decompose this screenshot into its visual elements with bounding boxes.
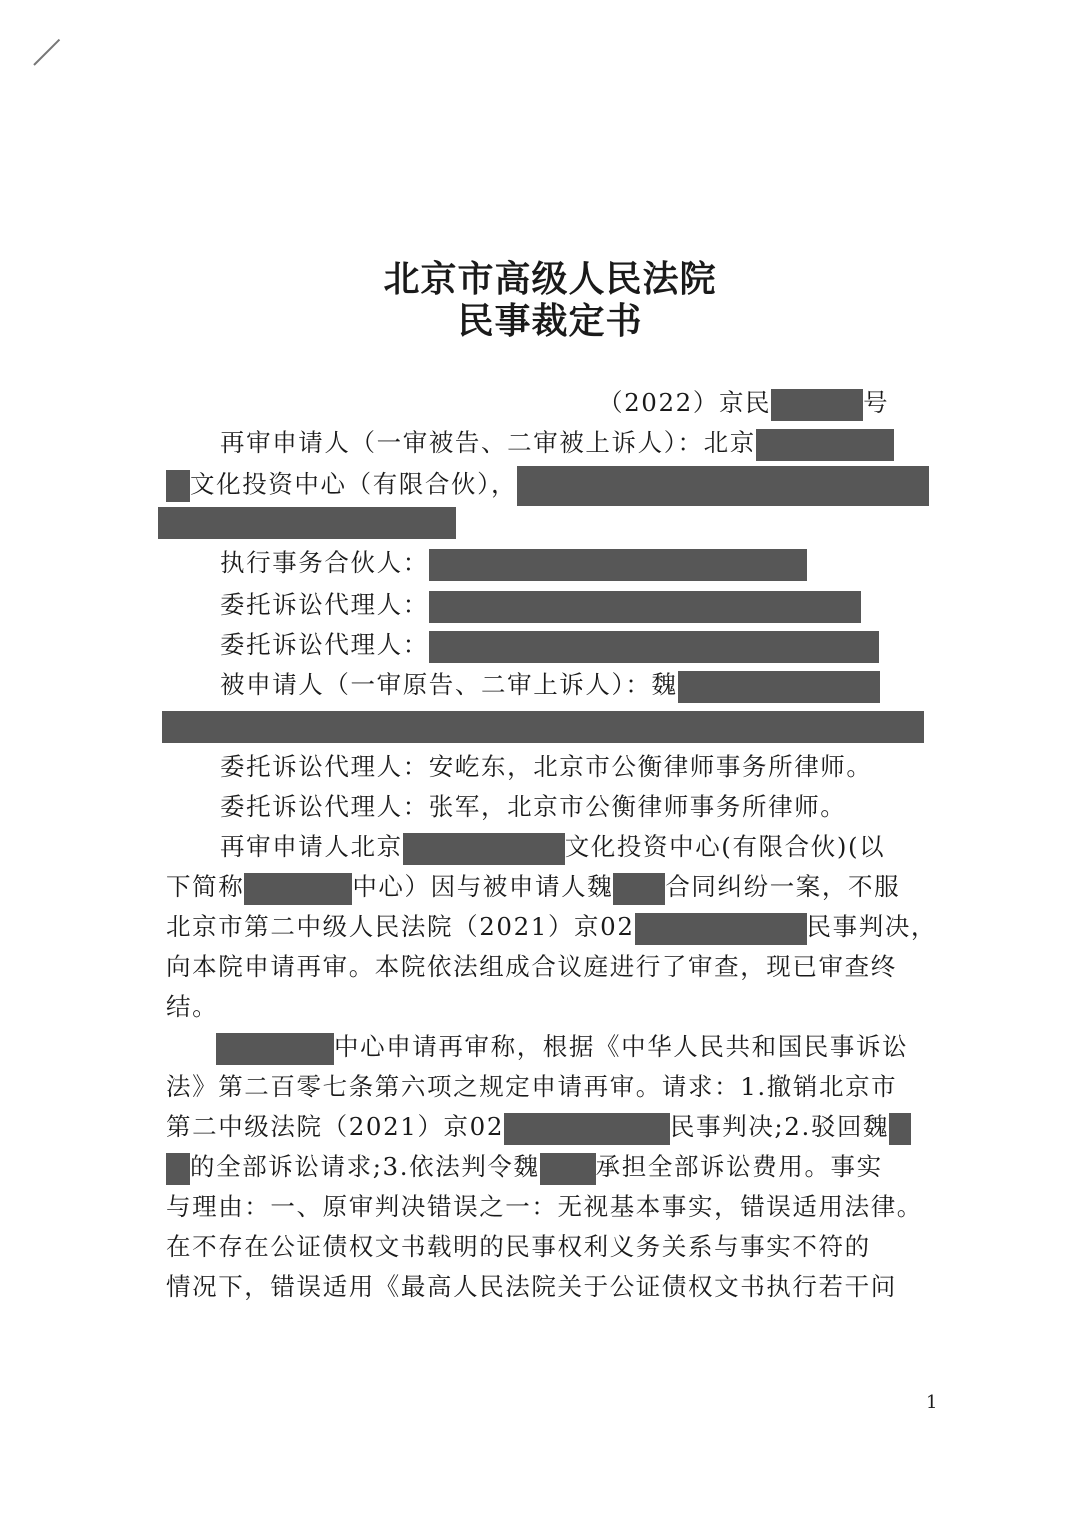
para1-line-3: [166, 910, 937, 945]
text: 合同纠纷一案，不服: [665, 872, 901, 901]
agent-line-2: [220, 628, 879, 663]
text: 第二中级法院（2021）京02: [166, 1112, 505, 1141]
text: 民事判决;2.驳回魏: [670, 1112, 890, 1141]
para1-line-4: 向本院申请再审。本院依法组成合议庭进行了审查，现已审查终: [166, 952, 897, 981]
para2-line-1: [216, 1030, 908, 1065]
text: 再审申请人（一审被告、二审被上诉人）：北京: [220, 428, 756, 457]
para2-line-3: [166, 1110, 911, 1145]
para2-line-4: [166, 1150, 883, 1185]
para1-line-2: [166, 870, 900, 905]
applicant-line-1: [220, 426, 894, 461]
redaction: [613, 873, 665, 905]
case-number-suffix: 号: [863, 388, 890, 417]
text: 文化投资中心(有限合伙)(以: [564, 832, 886, 861]
text: 执行事务合伙人：: [220, 548, 429, 577]
applicant-line-2: [166, 466, 929, 506]
para2-line-7: 情况下，错误适用《最高人民法院关于公证债权文书执行若干问: [166, 1272, 897, 1301]
text: 委托诉讼代理人：: [220, 630, 429, 659]
text: 北京市第二中级人民法院（2021）京02: [166, 912, 635, 941]
redaction: [429, 591, 861, 623]
redaction: [216, 1033, 334, 1065]
pen-mark: [33, 39, 60, 66]
text: 中心）因与被申请人魏: [352, 872, 614, 901]
text: 中心申请再审称，根据《中华人民共和国民事诉讼: [334, 1032, 909, 1061]
text: 下简称: [166, 872, 245, 901]
redaction: [429, 631, 879, 663]
text: 文化投资中心（有限合伙），: [190, 469, 518, 499]
text: 委托诉讼代理人：: [220, 590, 429, 619]
para2-line-6: 在不存在公证债权文书载明的民事权利义务关系与事实不符的: [166, 1232, 871, 1261]
text: 的全部诉讼请求;3.依法判令魏: [190, 1152, 540, 1181]
redaction: [540, 1153, 596, 1185]
redaction: [635, 913, 807, 945]
redaction: [517, 466, 929, 506]
document-type: 民事裁定书: [457, 300, 643, 342]
redaction: [429, 549, 807, 581]
text: 民事判决，: [806, 912, 938, 941]
text: 被申请人（一审原告、二审上诉人）：魏: [220, 670, 678, 699]
case-number: [598, 386, 889, 421]
redaction: [244, 873, 352, 905]
page-number: 1: [926, 1392, 938, 1413]
para2-line-5: 与理由：一、原审判决错误之一：无视基本事实，错误适用法律。: [166, 1192, 923, 1221]
redaction: [166, 1153, 190, 1185]
redaction: [403, 833, 565, 865]
redaction: [158, 507, 456, 539]
redaction: [756, 429, 894, 461]
resp-agent-1: 委托诉讼代理人：安屹东，北京市公衡律师事务所律师。: [220, 752, 873, 781]
resp-agent-2: 委托诉讼代理人：张军，北京市公衡律师事务所律师。: [220, 792, 847, 821]
court-title: 北京市高级人民法院: [383, 258, 717, 300]
applicant-line-3: [158, 504, 456, 539]
redaction: [162, 711, 924, 743]
respondent-line-1: [220, 668, 880, 703]
para1-line-5: 结。: [166, 992, 219, 1021]
partner-line: [220, 546, 807, 581]
para2-line-2: 法》第二百零七条第六项之规定申请再审。请求：1.撤销北京市: [166, 1072, 898, 1101]
redaction: [504, 1113, 670, 1145]
respondent-line-2: [162, 708, 924, 743]
para1-line-1: [220, 830, 885, 865]
agent-line-1: [220, 588, 861, 623]
text: 承担全部诉讼费用。事实: [595, 1152, 883, 1181]
redaction: [166, 470, 190, 502]
text: 再审申请人北京: [220, 832, 403, 861]
case-number-prefix: （2022）京民: [598, 388, 772, 417]
redaction: [771, 389, 863, 421]
redaction: [889, 1113, 911, 1145]
redaction: [678, 671, 880, 703]
